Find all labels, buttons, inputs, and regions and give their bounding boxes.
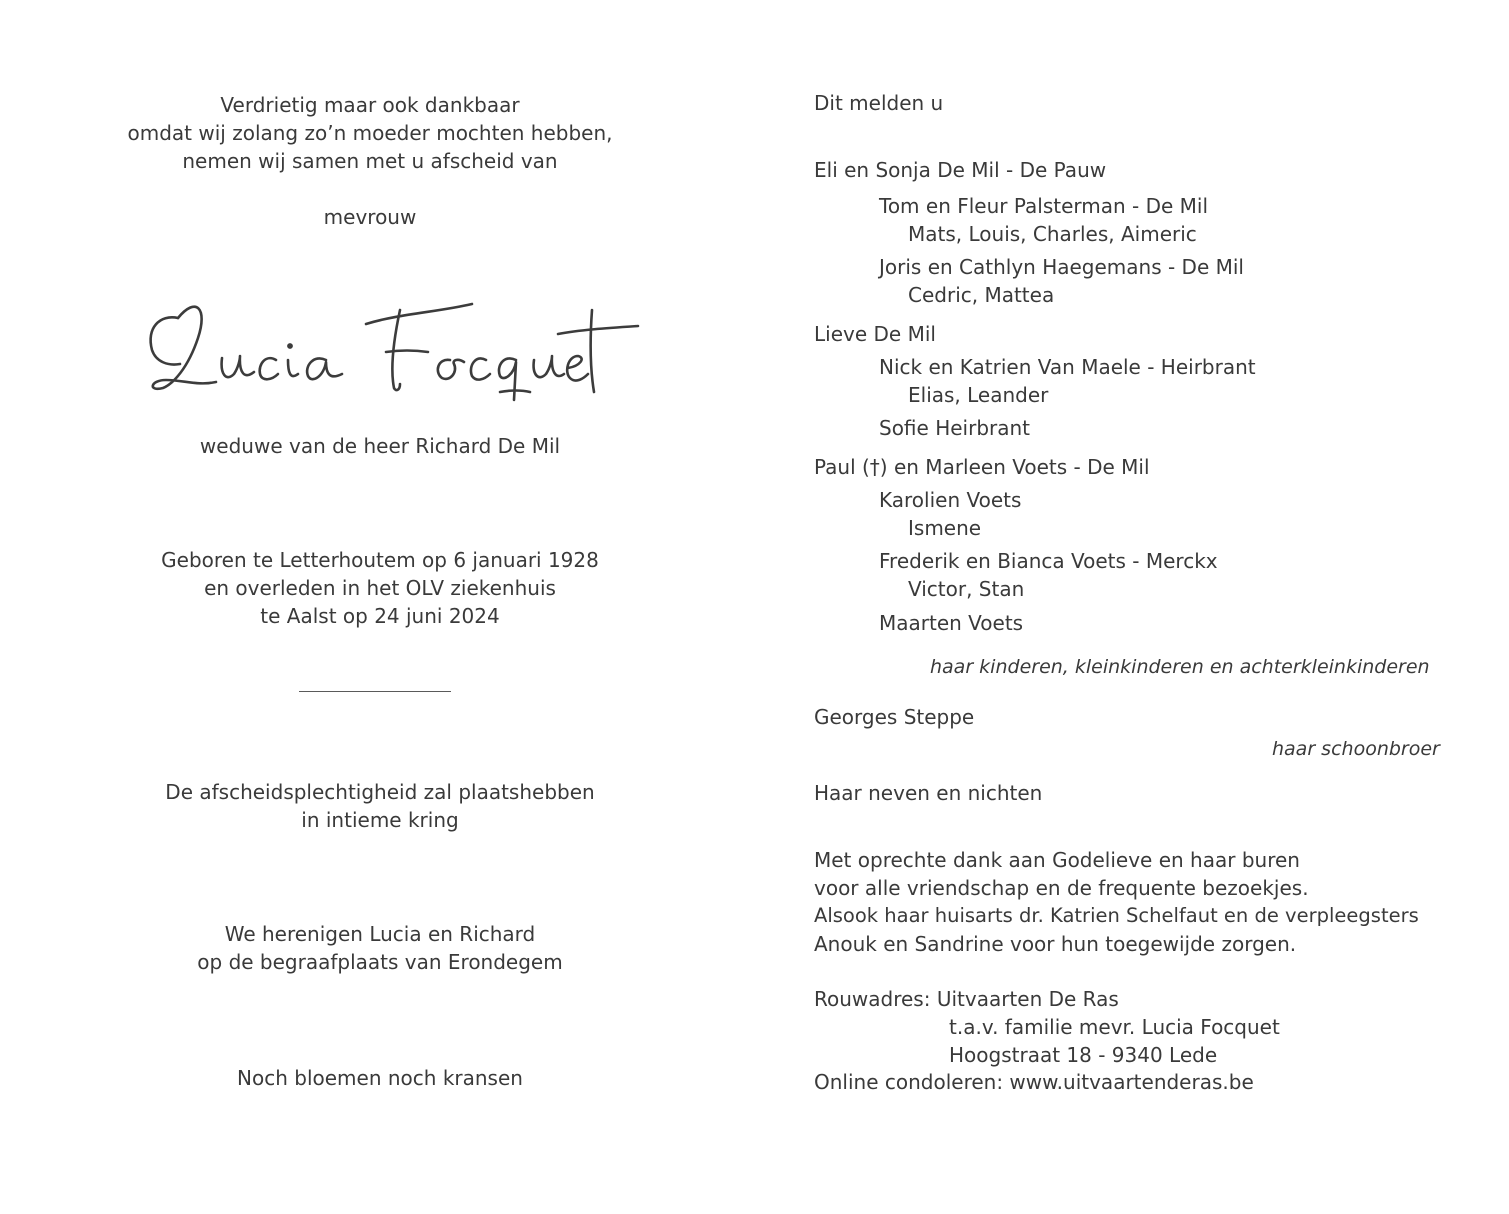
name-signature bbox=[138, 288, 648, 406]
family-member: Tom en Fleur Palsterman - De Mil bbox=[879, 194, 1209, 218]
birth-line: te Aalst op 24 juni 2024 bbox=[260, 604, 500, 628]
family-grandchildren: Ismene bbox=[908, 516, 982, 540]
birth-line: en overleden in het OLV ziekenhuis bbox=[204, 576, 556, 600]
flowers-line: Noch bloemen noch kransen bbox=[237, 1066, 523, 1090]
title-text: mevrouw bbox=[323, 205, 417, 229]
family-grandchildren: Elias, Leander bbox=[908, 383, 1049, 407]
title-mevrouw bbox=[324, 203, 417, 231]
intro-line: Verdrietig maar ook dankbaar bbox=[220, 93, 520, 117]
widow-text bbox=[200, 432, 560, 460]
thanks-text bbox=[814, 846, 1419, 958]
family-member: Karolien Voets bbox=[879, 488, 1022, 512]
thanks-line: Met oprechte dank aan Godelieve en haar buren bbox=[814, 848, 1300, 872]
announce-text bbox=[814, 89, 943, 117]
family-member: Nick en Katrien Van Maele - Heirbrant bbox=[879, 355, 1256, 379]
thanks-line: voor alle vriendschap en de frequente bezoekjes. bbox=[814, 876, 1309, 900]
intro-line: omdat wij zolang zo’n moeder mochten hebben, bbox=[127, 121, 613, 145]
family-member: Eli en Sonja De Mil - De Pauw bbox=[814, 158, 1107, 182]
family-grandchildren: Mats, Louis, Charles, Aimeric bbox=[908, 222, 1197, 246]
family-member: Joris en Cathlyn Haegemans - De Mil bbox=[879, 255, 1244, 279]
intro-line: nemen wij samen met u afscheid van bbox=[182, 149, 558, 173]
family-grandchildren: Cedric, Mattea bbox=[908, 283, 1055, 307]
family-member: Sofie Heirbrant bbox=[879, 416, 1031, 440]
address-label: Rouwadres: Uitvaarten De Ras bbox=[814, 987, 1119, 1011]
address-line: t.a.v. familie mevr. Lucia Focquet bbox=[949, 1015, 1280, 1039]
ceremony-text bbox=[165, 778, 594, 834]
divider-line bbox=[299, 691, 451, 692]
family-grandchildren: Victor, Stan bbox=[908, 577, 1025, 601]
georges-name: Georges Steppe bbox=[814, 705, 975, 729]
birth-death-text bbox=[161, 546, 599, 630]
thanks-line: Alsook haar huisarts dr. Katrien Schelfaut en de verpleegsters bbox=[814, 904, 1419, 927]
flowers-text bbox=[237, 1064, 523, 1092]
family-member: Paul (†) en Marleen Voets - De Mil bbox=[814, 455, 1150, 479]
intro-text bbox=[128, 91, 613, 175]
widow-line: weduwe van de heer Richard De Mil bbox=[199, 434, 561, 458]
family-member: Frederik en Bianca Voets - Merckx bbox=[879, 549, 1218, 573]
reunite-line: op de begraafplaats van Erondegem bbox=[197, 950, 563, 974]
ceremony-line: in intieme kring bbox=[301, 808, 459, 832]
reunite-text bbox=[197, 920, 562, 976]
online-condolence[interactable]: Online condoleren: www.uitvaartenderas.be bbox=[814, 1070, 1254, 1094]
relation-children: haar kinderen, kleinkinderen en achterkleinkinderen bbox=[930, 656, 1430, 678]
birth-line: Geboren te Letterhoutem op 6 januari 1928 bbox=[161, 548, 599, 572]
announce-line: Dit melden u bbox=[814, 91, 944, 115]
relation-brother: haar schoonbroer bbox=[1272, 738, 1440, 760]
cousins-text: Haar neven en nichten bbox=[814, 781, 1043, 805]
reunite-line: We herenigen Lucia en Richard bbox=[224, 922, 536, 946]
address-line: Hoogstraat 18 - 9340 Lede bbox=[949, 1043, 1218, 1067]
ceremony-line: De afscheidsplechtigheid zal plaatshebben bbox=[165, 780, 595, 804]
thanks-line: Anouk en Sandrine voor hun toegewijde zorgen. bbox=[814, 932, 1297, 956]
family-member: Maarten Voets bbox=[879, 611, 1024, 635]
family-member: Lieve De Mil bbox=[814, 322, 936, 346]
